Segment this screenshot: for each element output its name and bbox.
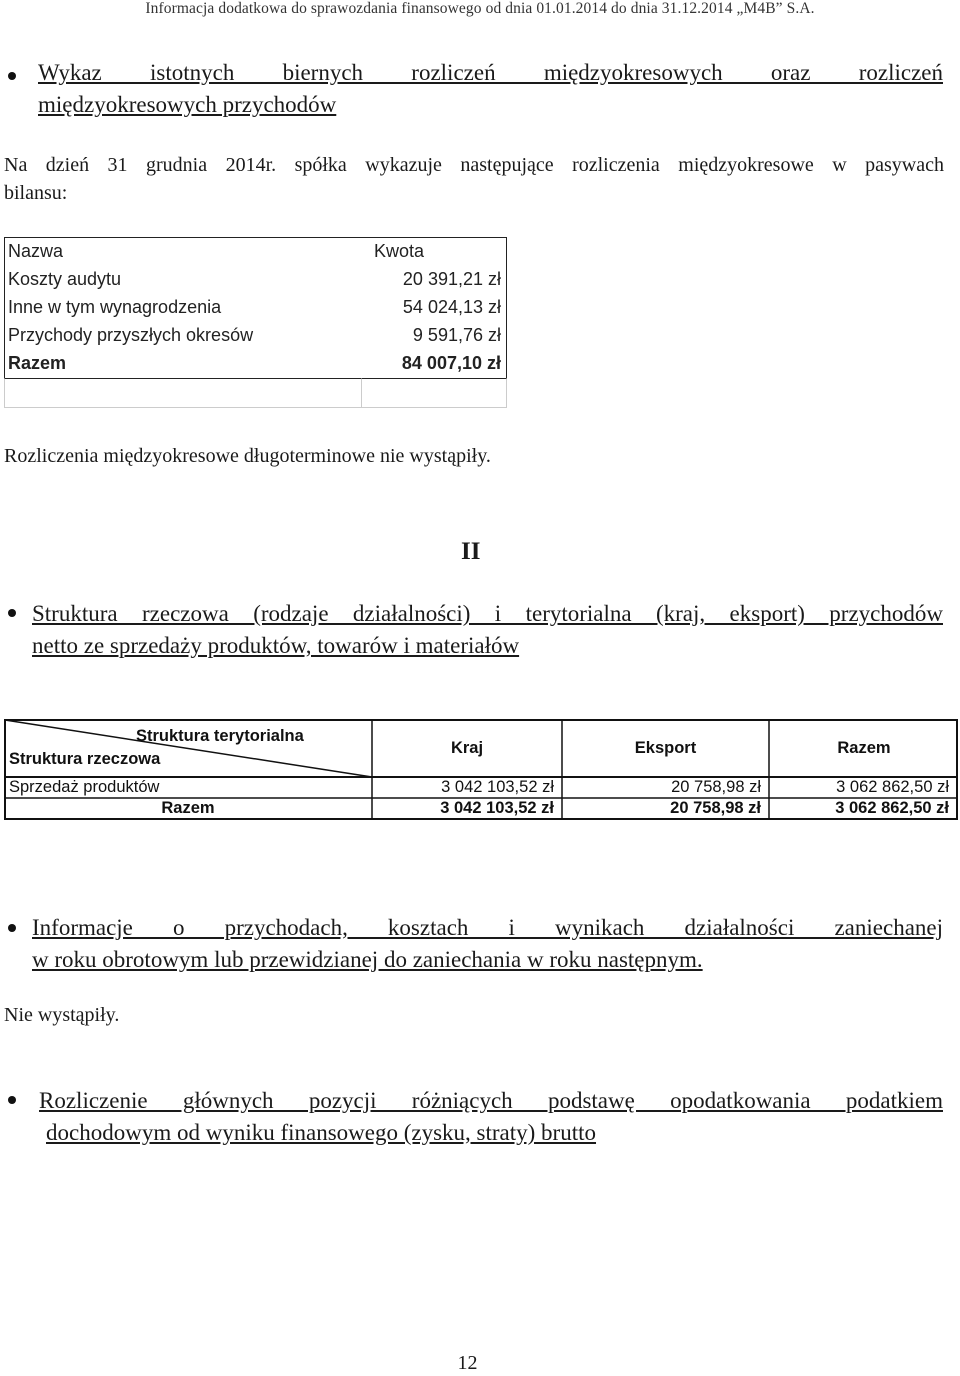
table-row bbox=[4, 265, 507, 293]
row-label-product-sales: Sprzedaż produktów bbox=[9, 778, 160, 796]
section-title-tax-line1: Rozliczenie głównych pozycji różniących podstawę opodatkowania podatkiem bbox=[39, 1088, 943, 1113]
row-name: Przychody przyszłych okresów bbox=[8, 325, 254, 345]
column-header-amount: Kwota bbox=[374, 241, 425, 261]
column-header-kraj: Kraj bbox=[450, 739, 484, 757]
total-label: Razem bbox=[8, 353, 67, 373]
row-amount: 20 391,21 zł bbox=[402, 269, 501, 289]
section-title-accruals-line2: międzyokresowych przychodów bbox=[38, 92, 337, 117]
column-header-name: Nazwa bbox=[8, 241, 64, 261]
bullet-icon bbox=[8, 1096, 16, 1104]
discontinued-note: Nie wystąpiły. bbox=[4, 1004, 120, 1026]
corner-header-territorial: Struktura terytorialna bbox=[136, 727, 304, 745]
section-title-revenue-line1: Struktura rzeczowa (rodzaje działalności) i terytorialna (kraj, eksport) przychodów bbox=[32, 601, 943, 626]
row-name: Inne w tym wynagrodzenia bbox=[8, 297, 222, 317]
section-title-discontinued-line2: w roku obrotowym lub przewidzianej do zaniechania w roku następnym. bbox=[32, 947, 703, 972]
table-row bbox=[4, 293, 507, 321]
intro-text-line2: bilansu: bbox=[4, 182, 68, 204]
section-title-accruals-line1: Wykaz istotnych biernych rozliczeń międzyokresowych oraz rozliczeń bbox=[38, 60, 943, 85]
intro-text-line1: Na dzień 31 grudnia 2014r. spółka wykazuje następujące rozliczenia międzyokresowe w pasywach bbox=[4, 154, 944, 176]
row-amount: 9 591,76 zł bbox=[412, 325, 501, 345]
bullet-icon bbox=[8, 924, 16, 932]
table-total-row bbox=[4, 349, 507, 377]
bullet-icon bbox=[8, 72, 16, 80]
total-razem: 3 062 862,50 zł bbox=[835, 799, 949, 817]
section-title-tax-line2: dochodowym od wyniku finansowego (zysku, straty) brutto bbox=[46, 1120, 597, 1145]
total-eksport: 20 758,98 zł bbox=[670, 799, 761, 817]
table-row bbox=[4, 321, 507, 349]
section-title-revenue-line2: netto ze sprzedaży produktów, towarów i materiałów bbox=[32, 633, 520, 658]
corner-header-material: Struktura rzeczowa bbox=[9, 750, 161, 768]
total-amount: 84 007,10 zł bbox=[401, 353, 501, 373]
long-term-accruals-note: Rozliczenia międzyokresowe długoterminowe nie wystąpiły. bbox=[4, 445, 491, 467]
column-header-eksport: Eksport bbox=[634, 739, 697, 757]
cell-kraj: 3 042 103,52 zł bbox=[441, 778, 554, 796]
cell-razem: 3 062 862,50 zł bbox=[836, 778, 949, 796]
cell-eksport: 20 758,98 zł bbox=[671, 778, 761, 796]
section-marker: II bbox=[461, 538, 481, 565]
accruals-table-header bbox=[4, 237, 507, 265]
row-name: Koszty audytu bbox=[8, 269, 122, 289]
total-label: Razem bbox=[161, 799, 215, 817]
bullet-icon bbox=[8, 609, 16, 617]
document-header: Informacja dodatkowa do sprawozdania finansowego od dnia 01.01.2014 do dnia 31.12.2014 „M4B” S.A. bbox=[145, 0, 815, 17]
row-amount: 54 024,13 zł bbox=[402, 297, 501, 317]
total-kraj: 3 042 103,52 zł bbox=[440, 799, 554, 817]
section-title-discontinued-line1: Informacje o przychodach, kosztach i wynikach działalności zaniechanej bbox=[32, 915, 943, 940]
page-number: 12 bbox=[457, 1352, 478, 1374]
column-header-razem: Razem bbox=[837, 739, 891, 757]
